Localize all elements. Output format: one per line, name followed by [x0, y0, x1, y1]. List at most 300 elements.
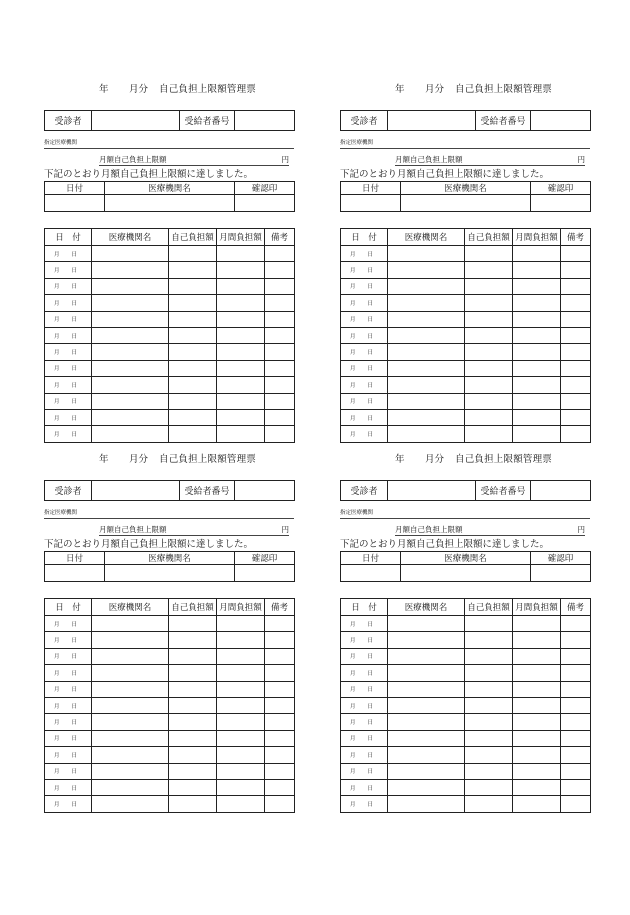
row-date-cell[interactable] — [45, 648, 92, 664]
row-monthly-total-cell[interactable] — [217, 697, 265, 713]
row-institution-cell[interactable] — [92, 360, 169, 376]
row-copay-cell[interactable] — [465, 295, 513, 311]
row-month-label: 月 — [350, 399, 356, 406]
row-date-cell[interactable] — [45, 311, 92, 327]
row-copay-cell[interactable] — [169, 360, 217, 376]
row-remarks-cell[interactable] — [561, 747, 591, 763]
row-monthly-total-cell[interactable] — [217, 278, 265, 294]
row-institution-cell[interactable] — [92, 616, 169, 632]
row-remarks-cell[interactable] — [561, 796, 591, 812]
row-date-cell[interactable] — [341, 779, 388, 795]
row-institution-cell[interactable] — [388, 730, 465, 746]
row-date-cell[interactable] — [341, 278, 388, 294]
row-institution-cell[interactable] — [388, 344, 465, 360]
confirm-stamp-field[interactable] — [531, 195, 591, 212]
row-monthly-total-cell[interactable] — [217, 344, 265, 360]
management-form-card — [44, 82, 294, 452]
row-remarks-cell[interactable] — [561, 360, 591, 376]
row-copay-cell[interactable] — [169, 311, 217, 327]
row-institution-cell[interactable] — [388, 747, 465, 763]
row-monthly-total-cell[interactable] — [217, 327, 265, 343]
row-institution-cell[interactable] — [92, 246, 169, 262]
row-copay-cell[interactable] — [465, 714, 513, 730]
row-copay-cell[interactable] — [465, 246, 513, 262]
row-date-cell[interactable] — [45, 246, 92, 262]
confirm-stamp-field[interactable] — [235, 195, 295, 212]
row-date-cell[interactable] — [45, 779, 92, 795]
patient-field[interactable] — [92, 481, 180, 501]
row-monthly-total-cell[interactable] — [513, 327, 561, 343]
row-copay-cell[interactable] — [465, 763, 513, 779]
row-remarks-cell[interactable] — [265, 311, 295, 327]
row-institution-cell[interactable] — [388, 295, 465, 311]
row-copay-cell[interactable] — [169, 616, 217, 632]
row-copay-cell[interactable] — [169, 409, 217, 425]
row-copay-cell[interactable] — [465, 278, 513, 294]
row-remarks-cell[interactable] — [561, 409, 591, 425]
log-date-header: 日 付 — [341, 599, 388, 616]
row-remarks-cell[interactable] — [265, 393, 295, 409]
limit-reached-notice: 下記のとおり月額自己負担上限額に達しました。 — [340, 539, 550, 550]
row-remarks-cell[interactable] — [561, 246, 591, 262]
row-remarks-cell[interactable] — [561, 344, 591, 360]
row-copay-cell[interactable] — [169, 681, 217, 697]
row-remarks-cell[interactable] — [265, 409, 295, 425]
row-remarks-cell[interactable] — [265, 360, 295, 376]
row-month-label: 月 — [350, 621, 356, 628]
row-monthly-total-cell[interactable] — [513, 665, 561, 681]
confirm-date-field[interactable] — [45, 195, 105, 212]
row-remarks-cell[interactable] — [265, 262, 295, 278]
row-monthly-total-cell[interactable] — [513, 616, 561, 632]
row-remarks-cell[interactable] — [561, 763, 591, 779]
row-monthly-total-cell[interactable] — [513, 360, 561, 376]
yen-label: 円 — [281, 525, 289, 534]
recipient-number-field[interactable] — [531, 111, 591, 131]
row-date-cell[interactable] — [341, 360, 388, 376]
row-copay-cell[interactable] — [465, 796, 513, 812]
row-remarks-cell[interactable] — [265, 665, 295, 681]
row-monthly-total-cell[interactable] — [217, 262, 265, 278]
row-monthly-total-cell[interactable] — [513, 426, 561, 442]
row-date-cell[interactable] — [341, 665, 388, 681]
table-row — [341, 409, 591, 425]
row-institution-cell[interactable] — [92, 648, 169, 664]
row-monthly-total-cell[interactable] — [217, 311, 265, 327]
row-institution-cell[interactable] — [388, 681, 465, 697]
monthly-limit-line[interactable] — [99, 154, 289, 166]
row-monthly-total-cell[interactable] — [513, 344, 561, 360]
row-monthly-total-cell[interactable] — [217, 295, 265, 311]
row-date-cell[interactable] — [45, 360, 92, 376]
row-institution-cell[interactable] — [92, 377, 169, 393]
row-institution-cell[interactable] — [92, 393, 169, 409]
row-date-cell[interactable] — [45, 377, 92, 393]
designated-institution-line[interactable] — [340, 138, 590, 149]
title-month: 月分 — [425, 454, 445, 465]
log-remarks-header: 備考 — [561, 599, 591, 616]
row-monthly-total-cell[interactable] — [217, 648, 265, 664]
row-copay-cell[interactable] — [169, 278, 217, 294]
row-remarks-cell[interactable] — [265, 714, 295, 730]
row-remarks-cell[interactable] — [265, 246, 295, 262]
row-date-cell[interactable] — [341, 796, 388, 812]
patient-field[interactable] — [388, 481, 476, 501]
row-date-cell[interactable] — [45, 278, 92, 294]
row-copay-cell[interactable] — [465, 616, 513, 632]
row-monthly-total-cell[interactable] — [513, 747, 561, 763]
recipient-number-field[interactable] — [235, 111, 295, 131]
row-institution-cell[interactable] — [388, 779, 465, 795]
row-day-label: 日 — [367, 687, 374, 694]
row-date-cell[interactable] — [341, 311, 388, 327]
row-monthly-total-cell[interactable] — [217, 616, 265, 632]
row-remarks-cell[interactable] — [561, 426, 591, 442]
row-date-cell[interactable] — [45, 714, 92, 730]
row-remarks-cell[interactable] — [265, 295, 295, 311]
row-monthly-total-cell[interactable] — [513, 632, 561, 648]
row-monthly-total-cell[interactable] — [513, 295, 561, 311]
row-date-cell[interactable] — [341, 747, 388, 763]
row-institution-cell[interactable] — [388, 377, 465, 393]
table-row — [341, 377, 591, 393]
row-institution-cell[interactable] — [92, 796, 169, 812]
row-institution-cell[interactable] — [92, 763, 169, 779]
row-monthly-total-cell[interactable] — [217, 747, 265, 763]
title-month: 月分 — [129, 84, 149, 95]
row-institution-cell[interactable] — [92, 665, 169, 681]
confirm-institution-field[interactable] — [105, 565, 235, 582]
table-row — [45, 665, 295, 681]
row-copay-cell[interactable] — [465, 327, 513, 343]
row-day-label: 日 — [367, 638, 374, 645]
row-date-cell[interactable] — [45, 295, 92, 311]
row-remarks-cell[interactable] — [561, 616, 591, 632]
row-institution-cell[interactable] — [92, 779, 169, 795]
row-institution-cell[interactable] — [388, 278, 465, 294]
row-copay-cell[interactable] — [169, 796, 217, 812]
row-institution-cell[interactable] — [92, 747, 169, 763]
row-remarks-cell[interactable] — [561, 730, 591, 746]
row-institution-cell[interactable] — [388, 616, 465, 632]
row-date-cell[interactable] — [341, 377, 388, 393]
designated-institution-line[interactable] — [44, 508, 294, 519]
row-date-cell[interactable] — [45, 632, 92, 648]
row-copay-cell[interactable] — [465, 344, 513, 360]
row-institution-cell[interactable] — [388, 648, 465, 664]
row-copay-cell[interactable] — [169, 730, 217, 746]
row-institution-cell[interactable] — [92, 311, 169, 327]
row-remarks-cell[interactable] — [265, 730, 295, 746]
row-copay-cell[interactable] — [169, 295, 217, 311]
row-date-cell[interactable] — [341, 714, 388, 730]
row-remarks-cell[interactable] — [561, 278, 591, 294]
row-copay-cell[interactable] — [169, 246, 217, 262]
row-copay-cell[interactable] — [169, 393, 217, 409]
row-copay-cell[interactable] — [465, 697, 513, 713]
row-copay-cell[interactable] — [465, 747, 513, 763]
row-copay-cell[interactable] — [465, 632, 513, 648]
row-copay-cell[interactable] — [465, 262, 513, 278]
confirm-institution-field[interactable] — [401, 565, 531, 582]
row-monthly-total-cell[interactable] — [217, 779, 265, 795]
row-remarks-cell[interactable] — [561, 327, 591, 343]
row-institution-cell[interactable] — [92, 344, 169, 360]
row-date-cell[interactable] — [341, 681, 388, 697]
payment-log-table — [44, 598, 295, 813]
row-monthly-total-cell[interactable] — [513, 730, 561, 746]
row-date-cell[interactable] — [45, 262, 92, 278]
row-copay-cell[interactable] — [169, 377, 217, 393]
row-institution-cell[interactable] — [92, 697, 169, 713]
row-remarks-cell[interactable] — [265, 632, 295, 648]
row-copay-cell[interactable] — [169, 632, 217, 648]
title-year: 年 — [395, 84, 405, 95]
row-monthly-total-cell[interactable] — [513, 796, 561, 812]
row-remarks-cell[interactable] — [561, 311, 591, 327]
row-remarks-cell[interactable] — [265, 616, 295, 632]
row-institution-cell[interactable] — [92, 262, 169, 278]
row-monthly-total-cell[interactable] — [217, 681, 265, 697]
row-monthly-total-cell[interactable] — [217, 393, 265, 409]
row-monthly-total-cell[interactable] — [513, 409, 561, 425]
row-institution-cell[interactable] — [388, 262, 465, 278]
row-day-label: 日 — [71, 703, 78, 710]
row-remarks-cell[interactable] — [265, 344, 295, 360]
row-remarks-cell[interactable] — [265, 697, 295, 713]
row-institution-cell[interactable] — [388, 246, 465, 262]
row-monthly-total-cell[interactable] — [217, 246, 265, 262]
row-copay-cell[interactable] — [465, 665, 513, 681]
row-monthly-total-cell[interactable] — [513, 377, 561, 393]
row-date-cell[interactable] — [45, 681, 92, 697]
row-institution-cell[interactable] — [388, 665, 465, 681]
row-date-cell[interactable] — [341, 763, 388, 779]
row-copay-cell[interactable] — [169, 747, 217, 763]
row-institution-cell[interactable] — [388, 393, 465, 409]
row-monthly-total-cell[interactable] — [513, 262, 561, 278]
row-remarks-cell[interactable] — [265, 648, 295, 664]
row-monthly-total-cell[interactable] — [217, 714, 265, 730]
row-date-cell[interactable] — [45, 796, 92, 812]
row-copay-cell[interactable] — [169, 262, 217, 278]
row-copay-cell[interactable] — [169, 714, 217, 730]
row-date-cell[interactable] — [45, 697, 92, 713]
row-remarks-cell[interactable] — [561, 697, 591, 713]
row-copay-cell[interactable] — [169, 763, 217, 779]
confirm-institution-field[interactable] — [105, 195, 235, 212]
row-monthly-total-cell[interactable] — [513, 697, 561, 713]
row-institution-cell[interactable] — [388, 360, 465, 376]
row-institution-cell[interactable] — [388, 409, 465, 425]
row-monthly-total-cell[interactable] — [217, 730, 265, 746]
row-institution-cell[interactable] — [388, 714, 465, 730]
row-date-cell[interactable] — [341, 393, 388, 409]
row-copay-cell[interactable] — [465, 360, 513, 376]
row-copay-cell[interactable] — [465, 681, 513, 697]
row-institution-cell[interactable] — [92, 681, 169, 697]
row-date-cell[interactable] — [45, 344, 92, 360]
row-monthly-total-cell[interactable] — [217, 632, 265, 648]
confirm-date-field[interactable] — [45, 565, 105, 582]
row-institution-cell[interactable] — [388, 697, 465, 713]
row-date-cell[interactable] — [341, 697, 388, 713]
confirm-stamp-field[interactable] — [235, 565, 295, 582]
row-remarks-cell[interactable] — [265, 747, 295, 763]
confirm-institution-field[interactable] — [401, 195, 531, 212]
row-monthly-total-cell[interactable] — [217, 377, 265, 393]
row-copay-cell[interactable] — [169, 697, 217, 713]
confirm-stamp-field[interactable] — [531, 565, 591, 582]
row-copay-cell[interactable] — [465, 377, 513, 393]
row-day-label: 日 — [367, 333, 374, 340]
row-institution-cell[interactable] — [92, 278, 169, 294]
row-remarks-cell[interactable] — [265, 681, 295, 697]
row-monthly-total-cell[interactable] — [513, 763, 561, 779]
row-copay-cell[interactable] — [169, 327, 217, 343]
row-copay-cell[interactable] — [465, 409, 513, 425]
patient-field[interactable] — [388, 111, 476, 131]
confirm-date-header: 日付 — [45, 552, 105, 565]
row-date-cell[interactable] — [45, 730, 92, 746]
row-date-cell[interactable] — [45, 393, 92, 409]
row-monthly-total-cell[interactable] — [217, 426, 265, 442]
row-institution-cell[interactable] — [92, 730, 169, 746]
row-date-cell[interactable] — [45, 327, 92, 343]
row-remarks-cell[interactable] — [561, 681, 591, 697]
designated-institution-line[interactable] — [44, 138, 294, 149]
row-date-cell[interactable] — [341, 409, 388, 425]
row-monthly-total-cell[interactable] — [217, 409, 265, 425]
row-date-cell[interactable] — [341, 246, 388, 262]
row-monthly-total-cell[interactable] — [217, 665, 265, 681]
row-institution-cell[interactable] — [92, 714, 169, 730]
row-date-cell[interactable] — [341, 426, 388, 442]
row-institution-cell[interactable] — [388, 632, 465, 648]
row-remarks-cell[interactable] — [561, 262, 591, 278]
confirm-date-field[interactable] — [341, 565, 401, 582]
monthly-limit-line[interactable] — [395, 154, 585, 166]
row-institution-cell[interactable] — [92, 327, 169, 343]
row-date-cell[interactable] — [341, 327, 388, 343]
row-copay-cell[interactable] — [465, 648, 513, 664]
row-monthly-total-cell[interactable] — [513, 681, 561, 697]
row-date-cell[interactable] — [341, 632, 388, 648]
row-copay-cell[interactable] — [169, 648, 217, 664]
row-date-cell[interactable] — [341, 616, 388, 632]
row-date-cell[interactable] — [45, 665, 92, 681]
row-remarks-cell[interactable] — [265, 763, 295, 779]
row-copay-cell[interactable] — [169, 344, 217, 360]
row-copay-cell[interactable] — [465, 393, 513, 409]
row-remarks-cell[interactable] — [561, 648, 591, 664]
row-date-cell[interactable] — [45, 616, 92, 632]
row-monthly-total-cell[interactable] — [217, 763, 265, 779]
row-copay-cell[interactable] — [169, 665, 217, 681]
row-remarks-cell[interactable] — [265, 278, 295, 294]
row-copay-cell[interactable] — [169, 426, 217, 442]
row-monthly-total-cell[interactable] — [513, 393, 561, 409]
row-monthly-total-cell[interactable] — [513, 714, 561, 730]
title-name: 自己負担上限額管理票 — [159, 84, 257, 95]
row-month-label: 月 — [350, 687, 356, 694]
row-copay-cell[interactable] — [465, 426, 513, 442]
row-date-cell[interactable] — [341, 262, 388, 278]
row-month-label: 月 — [350, 654, 356, 661]
row-date-cell[interactable] — [341, 344, 388, 360]
row-date-cell[interactable] — [45, 409, 92, 425]
row-monthly-total-cell[interactable] — [217, 360, 265, 376]
row-remarks-cell[interactable] — [561, 295, 591, 311]
row-date-cell[interactable] — [341, 295, 388, 311]
row-institution-cell[interactable] — [388, 426, 465, 442]
row-day-label: 日 — [367, 317, 374, 324]
row-date-cell[interactable] — [45, 747, 92, 763]
limit-reached-notice: 下記のとおり月額自己負担上限額に達しました。 — [44, 169, 254, 180]
row-copay-cell[interactable] — [465, 730, 513, 746]
confirm-date-field[interactable] — [341, 195, 401, 212]
row-institution-cell[interactable] — [92, 632, 169, 648]
row-date-cell[interactable] — [341, 730, 388, 746]
recipient-number-field[interactable] — [235, 481, 295, 501]
limit-confirm-table — [340, 181, 591, 212]
patient-field[interactable] — [92, 111, 180, 131]
row-remarks-cell[interactable] — [561, 632, 591, 648]
row-remarks-cell[interactable] — [561, 714, 591, 730]
row-remarks-cell[interactable] — [265, 377, 295, 393]
row-remarks-cell[interactable] — [265, 327, 295, 343]
row-institution-cell[interactable] — [388, 763, 465, 779]
row-month-label: 月 — [54, 415, 60, 422]
row-remarks-cell[interactable] — [561, 377, 591, 393]
row-copay-cell[interactable] — [169, 779, 217, 795]
row-date-cell[interactable] — [45, 426, 92, 442]
row-institution-cell[interactable] — [388, 311, 465, 327]
row-remarks-cell[interactable] — [265, 779, 295, 795]
row-day-label: 日 — [71, 251, 78, 258]
row-monthly-total-cell[interactable] — [217, 796, 265, 812]
row-remarks-cell[interactable] — [561, 665, 591, 681]
row-institution-cell[interactable] — [92, 295, 169, 311]
row-monthly-total-cell[interactable] — [513, 648, 561, 664]
row-institution-cell[interactable] — [92, 409, 169, 425]
designated-institution-line[interactable] — [340, 508, 590, 519]
row-date-cell[interactable] — [45, 763, 92, 779]
row-monthly-total-cell[interactable] — [513, 278, 561, 294]
limit-confirm-table — [340, 551, 591, 582]
log-copay-header: 自己負担額 — [169, 229, 217, 246]
row-remarks-cell[interactable] — [561, 393, 591, 409]
row-monthly-total-cell[interactable] — [513, 311, 561, 327]
row-institution-cell[interactable] — [92, 426, 169, 442]
row-date-cell[interactable] — [341, 648, 388, 664]
row-monthly-total-cell[interactable] — [513, 246, 561, 262]
row-institution-cell[interactable] — [388, 796, 465, 812]
row-institution-cell[interactable] — [388, 327, 465, 343]
recipient-number-field[interactable] — [531, 481, 591, 501]
monthly-limit-line[interactable] — [99, 524, 289, 536]
row-remarks-cell[interactable] — [265, 796, 295, 812]
row-copay-cell[interactable] — [465, 311, 513, 327]
monthly-limit-line[interactable] — [395, 524, 585, 536]
row-remarks-cell[interactable] — [265, 426, 295, 442]
row-day-label: 日 — [71, 785, 78, 792]
monthly-limit-label: 月額自己負担上限額 — [395, 525, 463, 534]
row-copay-cell[interactable] — [465, 779, 513, 795]
row-day-label: 日 — [71, 333, 78, 340]
row-monthly-total-cell[interactable] — [513, 779, 561, 795]
row-remarks-cell[interactable] — [561, 779, 591, 795]
